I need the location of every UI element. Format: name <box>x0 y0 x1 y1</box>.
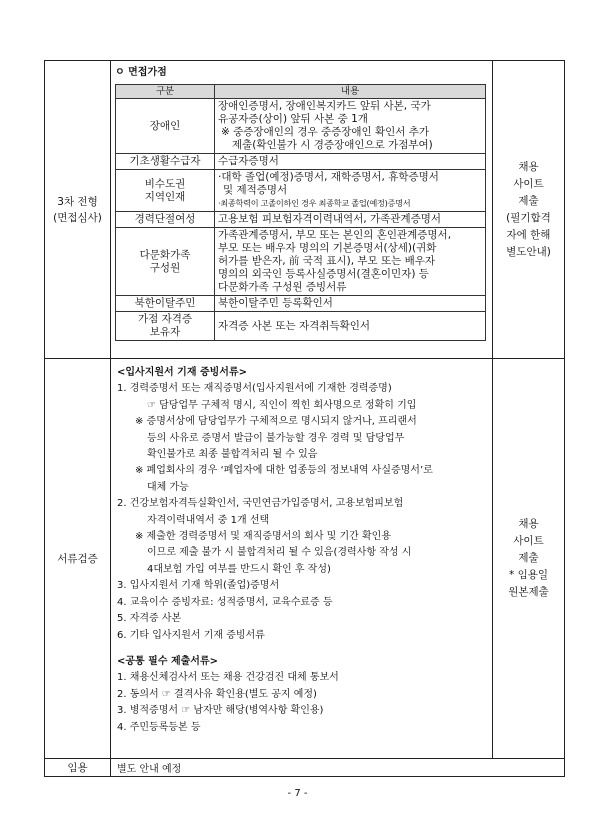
bonus-category-line: 지역인재 <box>144 190 186 203</box>
bonus-line: 수급자증명서 <box>218 155 279 167</box>
common-doc-item: 1. 채용신체검사서 또는 채용 건강검진 대체 통보서 <box>117 672 339 684</box>
stage3-label-line1: 3차 전형 <box>57 195 98 208</box>
section-gap <box>117 644 486 654</box>
appointment-label-cell: 임용 <box>45 759 111 777</box>
appointment-content-cell: 별도 안내 예정 <box>111 759 565 777</box>
application-evidence-item: 등의 사유로 증명서 발급이 불가능할 경우 경력 및 담당업무 <box>147 432 405 444</box>
bonus-category: 기초생활수급자 <box>116 154 215 170</box>
bonus-row-disabled <box>116 99 486 154</box>
bonus-category: 장애인 <box>116 99 215 154</box>
bonus-line: 제출(확인불가 시 경증장애인으로 가점부여) <box>232 139 433 151</box>
submit-line: 제출 <box>518 552 539 564</box>
bonus-row-multicultural <box>116 228 486 296</box>
review-heading-application: <입사지원서 기재 증빙서류> <box>117 367 247 378</box>
bonus-line: 명의의 외국인 등록사실증명서(결혼이민자) 등 <box>218 268 429 280</box>
application-evidence-item: 4. 교육이수 증빙자료: 성적증명서, 교육수료증 등 <box>117 596 333 608</box>
review-heading-common: <공통 필수 제출서류> <box>117 655 219 667</box>
submit-line: 원본제출 <box>508 586 549 598</box>
application-evidence-item: 6. 기타 입사지원서 기재 증빙서류 <box>117 629 265 641</box>
bonus-row-north-korean-defector <box>116 296 486 312</box>
bonus-content <box>215 228 486 296</box>
application-evidence-item: 이므로 제출 불가 시 불합격처리 될 수 있음(경력사항 작성 시 <box>147 547 412 559</box>
application-evidence-item: 3. 입사지원서 기재 학위(졸업)증명서 <box>117 580 280 592</box>
bonus-category <box>116 228 215 296</box>
application-evidence-item: ☞ 담당업무 구체적 명시, 직인이 찍힌 회사명으로 정확히 기입 <box>147 399 417 411</box>
bonus-category: 경력단절여성 <box>116 212 215 228</box>
bonus-line: ·최종학력이 고졸이하인 경우 최종학교 졸업(예정)증명서 <box>218 198 411 208</box>
review-content-cell <box>111 359 493 759</box>
application-evidence-item: 대체 가능 <box>147 481 189 493</box>
stage3-submit-cell <box>493 61 565 359</box>
submit-line: * 임용일 <box>508 569 549 581</box>
bonus-content <box>215 212 486 228</box>
bonus-line: 및 제적증명서 <box>223 184 288 196</box>
bonus-category-line: 구성원 <box>149 261 181 274</box>
stage3-label-cell <box>45 61 111 359</box>
bonus-category: 북한이탈주민 <box>116 296 215 312</box>
bonus-line: 부모 또는 배우자 명의의 기본증명서(상세)(귀화 <box>218 242 437 254</box>
common-doc-item: 4. 주민등록등본 등 <box>117 721 201 733</box>
bonus-category-line: 가점 자격증 <box>137 313 193 325</box>
application-evidence-item: ※ 증명서상에 담당업무가 구체적으로 명시되지 않거나, 프리랜서 <box>135 416 417 428</box>
bonus-line: ·대학 졸업(예정)증명서, 재학증명서, 휴학증명서 <box>218 171 439 183</box>
selection-process-table <box>44 60 565 777</box>
stage3-label-line2: (면접심사) <box>53 211 102 224</box>
bonus-category-line: 다문화가족 <box>139 248 191 261</box>
bonus-line: 고용보험 피보험자격이력내역서, 가족관계증명서 <box>218 213 442 225</box>
bonus-line: 장애인증명서, 장애인복지카드 앞뒤 사본, 국가 <box>218 100 431 112</box>
application-evidence-item: 확인불가로 최종 불합격처리 될 수 있음 <box>147 449 318 461</box>
bonus-line: 허가를 받은자, 前 국적 표시), 부모 또는 배우자 <box>218 255 436 267</box>
application-evidence-item: ※ 제출한 경력증명서 및 재직증명서의 회사 및 기간 확인용 <box>135 531 391 543</box>
bonus-header-category: 구분 <box>116 85 215 99</box>
bonus-line: 가족관계증명서, 부모 또는 본인의 혼인관계증명서, <box>218 229 452 241</box>
bonus-header-content: 내용 <box>215 85 486 99</box>
stage3-content-cell <box>111 61 493 359</box>
submit-line: 채용 <box>518 518 539 530</box>
application-evidence-list <box>117 381 486 644</box>
common-doc-item: 3. 병적증명서 ☞ 남자만 해당(병역사항 확인용) <box>117 705 324 717</box>
bonus-content <box>215 99 486 154</box>
common-doc-item: 2. 동의서 ☞ 결격사유 확인용(별도 공지 예정) <box>117 688 317 700</box>
application-evidence-item: 5. 자격증 사본 <box>117 613 182 625</box>
bonus-row-career-break <box>116 212 486 228</box>
submit-line: 자에 한해 <box>506 228 551 241</box>
bonus-content <box>215 296 486 312</box>
review-submit-cell <box>493 359 565 759</box>
document-review-row <box>45 359 565 759</box>
submit-line: (필기합격 <box>506 211 551 224</box>
stage3-row <box>45 61 565 359</box>
submit-line: 제출 <box>518 194 539 207</box>
bonus-category <box>116 312 215 341</box>
bonus-line: 다문화가족 구성원 증빙서류 <box>218 281 347 293</box>
interview-bonus-title: ㅇ 면접가점 <box>115 67 167 78</box>
bonus-line: 유공자증(상이) 앞뒤 사본 중 1개 <box>218 113 368 125</box>
bonus-content <box>215 154 486 170</box>
bonus-table-header <box>116 85 486 99</box>
submit-line: 사이트 <box>513 177 544 190</box>
application-evidence-item: ※ 폐업회사의 경우 ‘폐업자에 대한 업종등의 정보내역 사실증명서’로 <box>135 465 433 477</box>
bonus-row-regional-talent <box>116 170 486 212</box>
bonus-line: ※ 중증장애인의 경우 중증장애인 확인서 추가 <box>221 126 430 138</box>
submit-line: 채용 <box>518 160 539 173</box>
application-evidence-item: 1. 경력증명서 또는 재직증명서(입사지원서에 기재한 경력증명) <box>117 383 392 395</box>
application-evidence-item: 자격이력내역서 중 1개 선택 <box>147 514 270 526</box>
appointment-row <box>45 759 565 777</box>
bonus-category-line: 보유자 <box>149 326 181 338</box>
bonus-row-basic-livelihood <box>116 154 486 170</box>
bonus-content <box>215 312 486 341</box>
application-evidence-item: 4대보험 가입 여부를 반드시 확인 후 작성) <box>147 563 331 575</box>
bonus-content <box>215 170 486 212</box>
bonus-category <box>116 170 215 212</box>
bonus-line: 북한이탈주민 등록확인서 <box>218 297 333 309</box>
bonus-table <box>115 84 486 341</box>
review-label-cell: 서류검증 <box>45 359 111 759</box>
bonus-category-line: 비수도권 <box>144 177 186 190</box>
bonus-line: 자격증 사본 또는 자격취득확인서 <box>218 319 371 332</box>
bonus-row-certificate <box>116 312 486 341</box>
page-number: - 7 - <box>287 788 308 799</box>
application-evidence-item: 2. 건강보험자격득실확인서, 국민연금가입증명서, 고용보험피보험 <box>117 498 404 510</box>
submit-line: 사이트 <box>513 535 544 547</box>
submit-line: 별도안내) <box>506 245 551 258</box>
